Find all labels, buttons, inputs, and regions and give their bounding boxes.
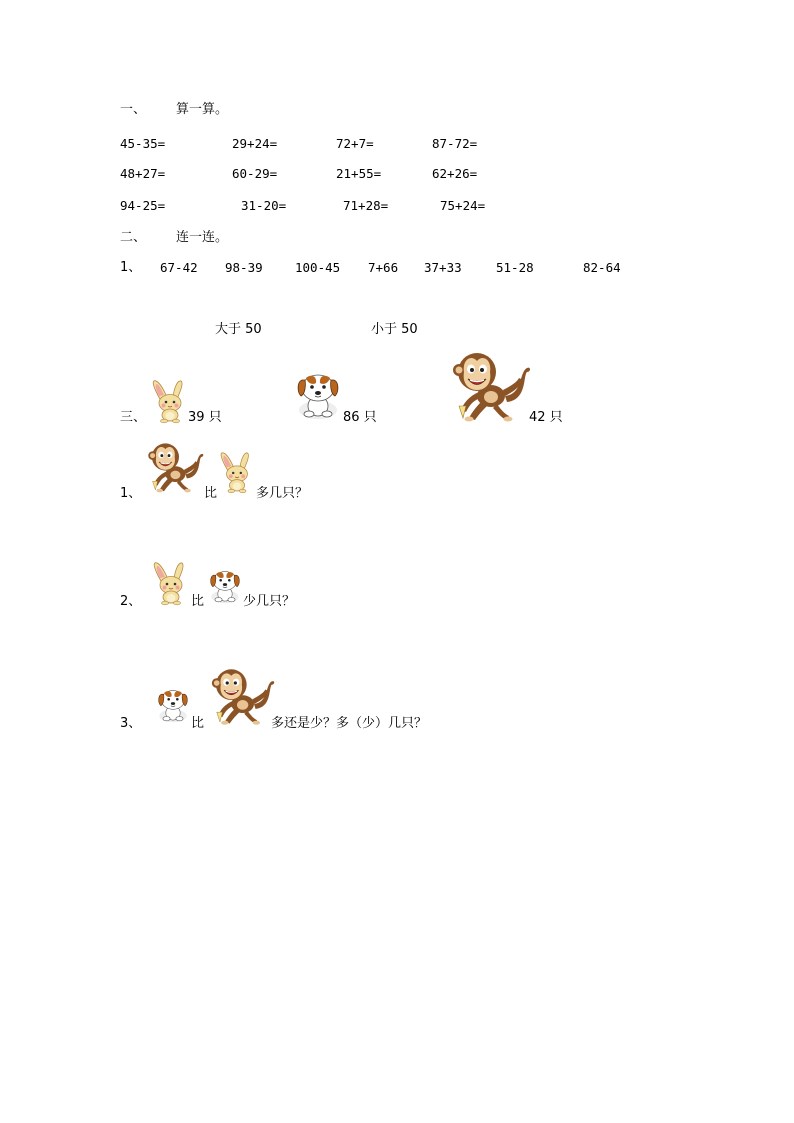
question-text: 多还是少？多（少）几只？ <box>271 716 428 731</box>
monkey-count: 42 只 <box>529 410 563 425</box>
match-target-less[interactable]: 小于 50 <box>371 322 418 337</box>
dog-icon <box>293 368 343 422</box>
question-text: 多几只？ <box>256 486 309 501</box>
match-expression[interactable]: 51-28 <box>496 260 534 275</box>
compare-word: 比 <box>191 716 205 731</box>
compare-word: 比 <box>191 594 205 609</box>
question-number: 1、 <box>120 486 142 501</box>
equation: 75+24= <box>440 198 486 213</box>
question-number: 3、 <box>120 716 142 731</box>
dog-icon <box>207 566 243 606</box>
dog-count: 86 只 <box>343 410 377 425</box>
rabbit-icon <box>150 378 190 424</box>
section1-number: 一、 <box>120 102 147 117</box>
equation: 71+28= <box>343 198 389 213</box>
section2-heading: 连一连。 <box>176 230 229 245</box>
section3-number: 三、 <box>120 410 147 425</box>
match-expression[interactable]: 98-39 <box>225 260 263 275</box>
match-target-greater[interactable]: 大于 50 <box>215 322 262 337</box>
equation: 48+27= <box>120 166 166 181</box>
match-expression[interactable]: 82-64 <box>583 260 621 275</box>
section2-number: 二、 <box>120 230 147 245</box>
match-expression[interactable]: 7+66 <box>368 260 399 275</box>
dog-icon <box>155 685 191 725</box>
match-expression[interactable]: 37+33 <box>424 260 462 275</box>
monkey-icon <box>144 440 204 494</box>
monkey-icon <box>207 665 275 727</box>
rabbit-count: 39 只 <box>188 410 222 425</box>
match-expression[interactable]: 100-45 <box>295 260 341 275</box>
question-number: 2、 <box>120 594 142 609</box>
equation: 29+24= <box>232 136 278 151</box>
match-expression[interactable]: 67-42 <box>160 260 198 275</box>
question-text: 少几只？ <box>243 594 296 609</box>
equation: 31-20= <box>241 198 287 213</box>
equation: 94-25= <box>120 198 166 213</box>
compare-word: 比 <box>204 486 218 501</box>
equation: 87-72= <box>432 136 478 151</box>
equation: 62+26= <box>432 166 478 181</box>
equation: 21+55= <box>336 166 382 181</box>
equation: 72+7= <box>336 136 374 151</box>
monkey-icon <box>447 350 531 422</box>
question-number: 1、 <box>120 260 142 275</box>
equation: 45-35= <box>120 136 166 151</box>
rabbit-icon <box>151 560 191 606</box>
rabbit-icon <box>218 450 256 494</box>
section1-heading: 算一算。 <box>176 102 229 117</box>
equation: 60-29= <box>232 166 278 181</box>
